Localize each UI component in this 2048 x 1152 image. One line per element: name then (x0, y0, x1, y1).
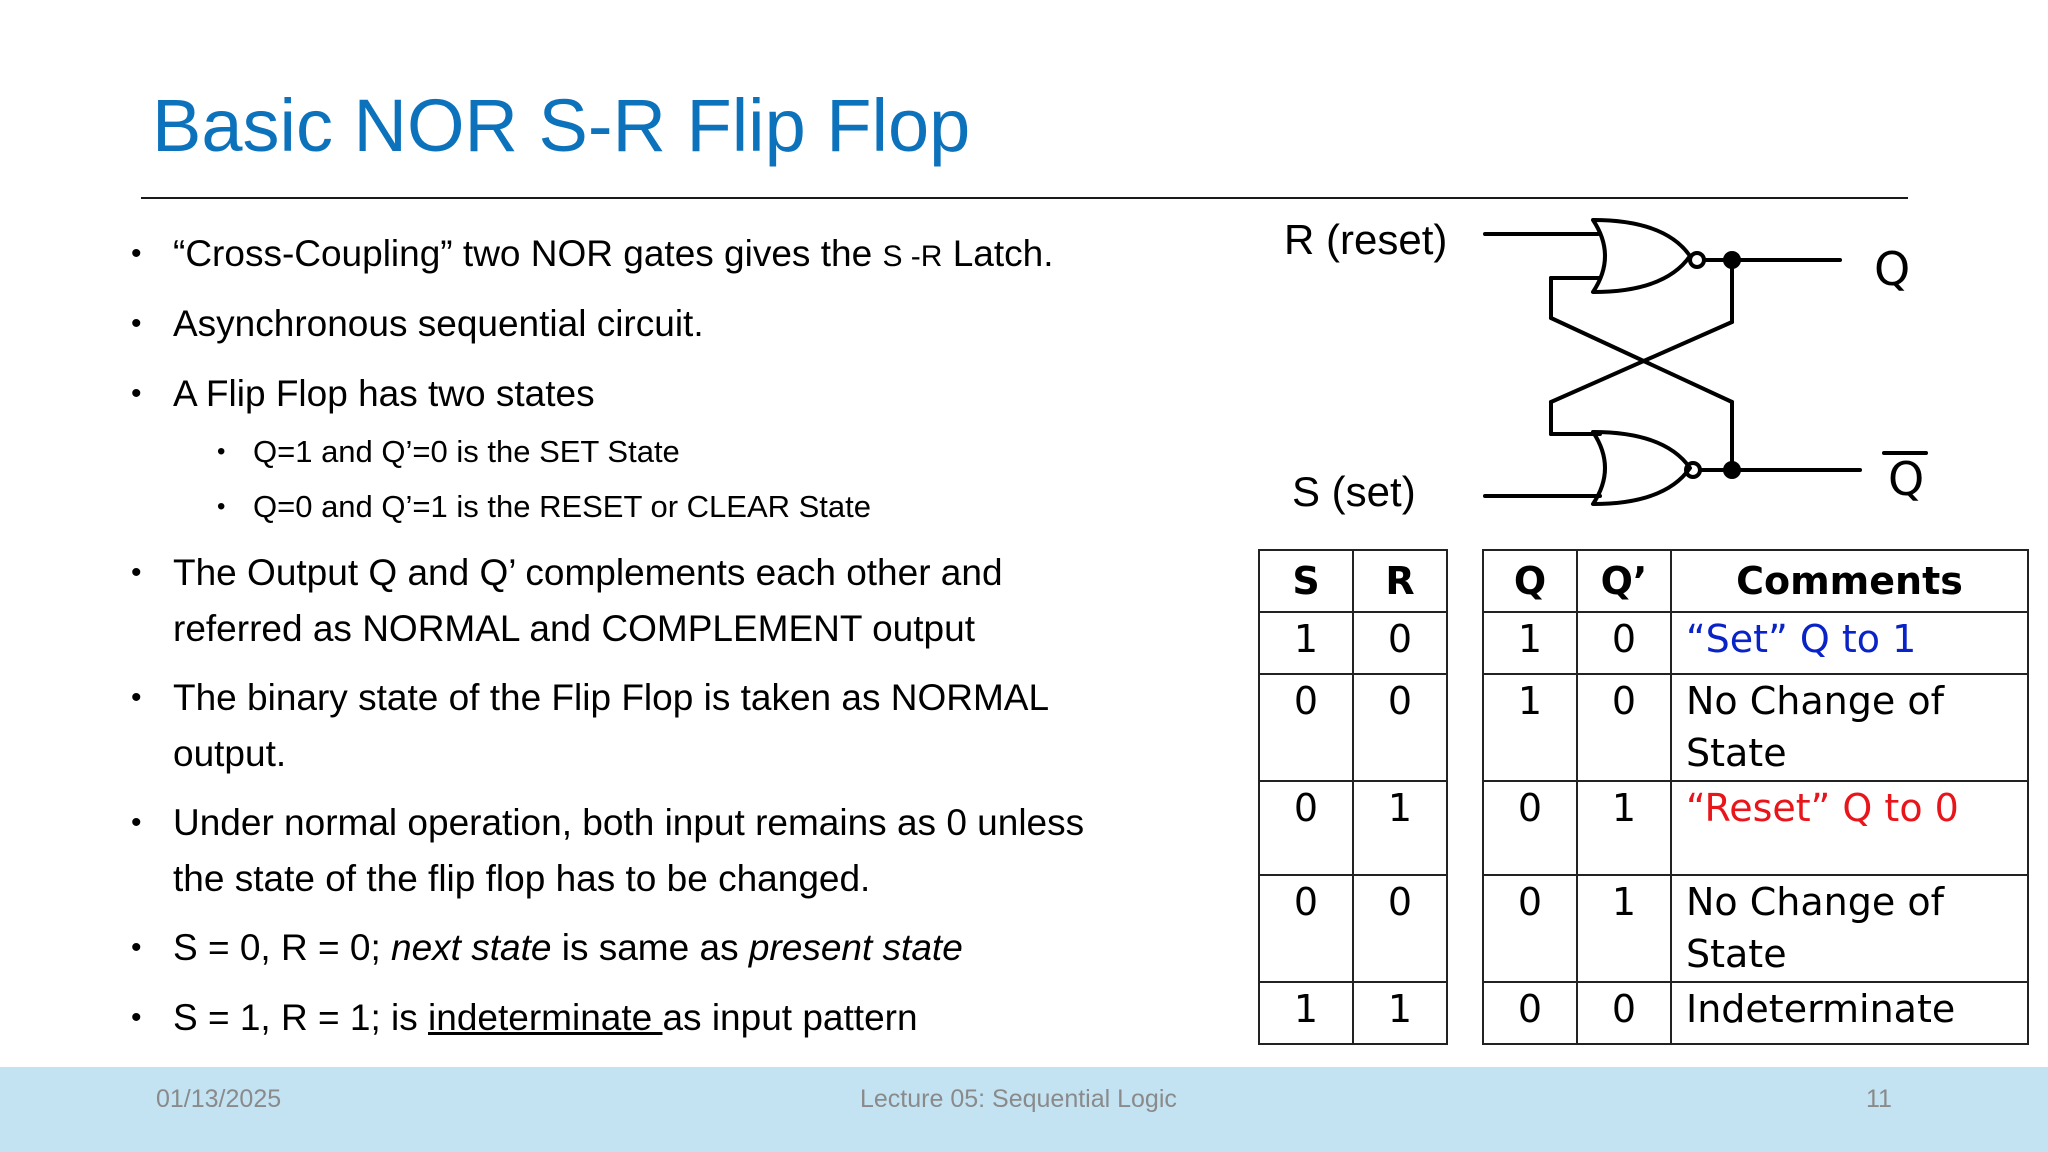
header-r: R (1353, 550, 1447, 612)
header-s: S (1259, 550, 1353, 612)
cell-q-prime: 1 (1577, 875, 1671, 982)
cell-r: 1 (1353, 781, 1447, 875)
table-row (1259, 875, 2028, 982)
footer-date: 01/13/2025 (156, 1085, 282, 1113)
cell-comment: No Change of State (1671, 674, 2028, 781)
bullet-normal-operation: • Under normal operation, both input remains as 0 unless the state of the flip flop has to be changed. (173, 795, 1153, 907)
truth-table (1258, 549, 2029, 1045)
cell-q: 0 (1483, 875, 1577, 982)
r-reset-label: R (reset) (1284, 216, 1448, 263)
truth-table-header (1259, 550, 2028, 612)
cell-q: 0 (1483, 781, 1577, 875)
cell-r: 1 (1353, 982, 1447, 1044)
footer-lecture-title: Lecture 05: Sequential Logic (860, 1085, 1177, 1113)
cell-gap (1447, 674, 1483, 781)
header-q: Q (1483, 550, 1577, 612)
bullet-s0-r0: • S = 0, R = 0; next state is same as present state (173, 920, 1153, 976)
cell-s: 1 (1259, 612, 1353, 674)
table-row (1259, 781, 2028, 875)
q-bar-output-label: Q (1888, 452, 1925, 506)
sr-text: S -R (882, 240, 943, 273)
bullet-complements: • The Output Q and Q’ complements each other and referred as NORMAL and COMPLEMENT output (173, 545, 1153, 657)
cell-gap (1447, 612, 1483, 674)
cell-q-prime: 0 (1577, 982, 1671, 1044)
bullet-two-states: • A Flip Flop has two states (173, 366, 1153, 422)
title-divider (141, 197, 1908, 199)
sub-bullet-set-state: • Q=1 and Q’=0 is the SET State (253, 432, 1153, 472)
cell-r: 0 (1353, 875, 1447, 982)
cell-s: 0 (1259, 781, 1353, 875)
cell-q: 1 (1483, 674, 1577, 781)
cell-q: 1 (1483, 612, 1577, 674)
cell-comment: Indeterminate (1671, 982, 2028, 1044)
cell-r: 0 (1353, 612, 1447, 674)
bullet-s1-r1: • S = 1, R = 1; is indeterminate as input pattern (173, 990, 1153, 1046)
slide-title: Basic NOR S-R Flip Flop (152, 84, 971, 167)
cell-s: 0 (1259, 674, 1353, 781)
header-q-prime: Q’ (1577, 550, 1671, 612)
cell-q-prime: 1 (1577, 781, 1671, 875)
cell-s: 1 (1259, 982, 1353, 1044)
bullet-async: • Asynchronous sequential circuit. (173, 296, 1153, 352)
header-comments: Comments (1671, 550, 2028, 612)
cell-comment: No Change of State (1671, 875, 2028, 982)
bullet-cross-coupling: • “Cross-Coupling” two NOR gates gives the S -R Latch. (173, 226, 1153, 285)
cell-q: 0 (1483, 982, 1577, 1044)
footer-page-number: 11 (1866, 1085, 1892, 1113)
cell-s: 0 (1259, 875, 1353, 982)
bullet-binary-state: • The binary state of the Flip Flop is taken as NORMAL output. (173, 670, 1153, 782)
q-output-label: Q (1874, 242, 1911, 296)
table-row (1259, 982, 2028, 1044)
table-row (1259, 612, 2028, 674)
cell-gap (1447, 982, 1483, 1044)
cell-gap (1447, 781, 1483, 875)
s-set-label: S (set) (1292, 468, 1416, 515)
cell-q-prime: 0 (1577, 612, 1671, 674)
table-row (1259, 674, 2028, 781)
nor-latch-diagram (1270, 200, 1950, 530)
cell-gap (1447, 875, 1483, 982)
cell-q-prime: 0 (1577, 674, 1671, 781)
cell-r: 0 (1353, 674, 1447, 781)
sub-bullet-reset-state: • Q=0 and Q’=1 is the RESET or CLEAR State (253, 487, 1153, 527)
cell-comment: “Set” Q to 1 (1671, 612, 2028, 674)
cell-comment: “Reset” Q to 0 (1671, 781, 2028, 875)
header-gap (1447, 550, 1483, 612)
